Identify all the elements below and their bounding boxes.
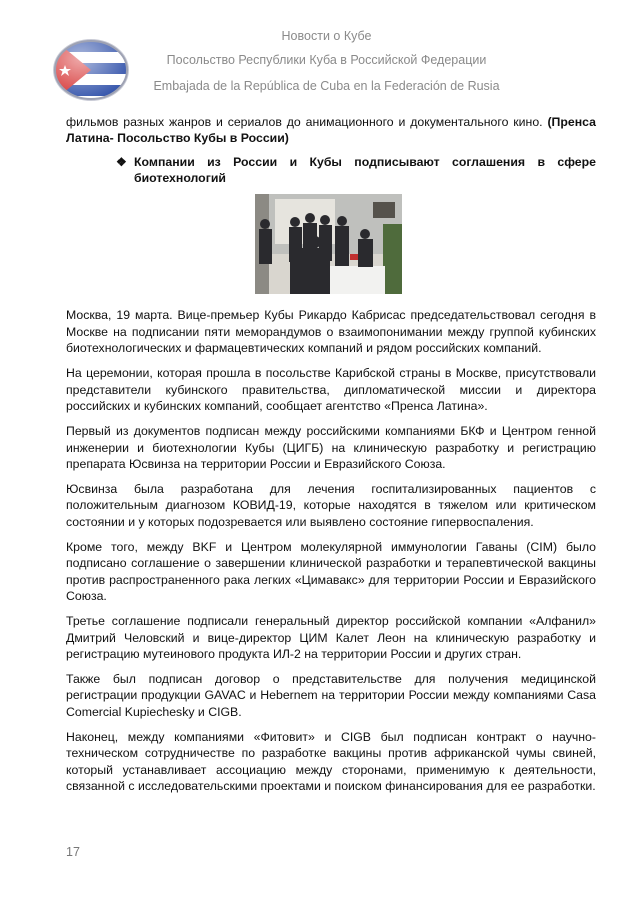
intro-text: фильмов разных жанров и сериалов до анимационного и документального кино. <box>66 115 543 129</box>
paragraph: Также был подписан договор о представительстве для получения медицинской регистрации продукции GAVAC и Hebernem на территории России между компаниями Casa Comercial Kupiechesky и CIGB. <box>66 672 596 719</box>
header-embassy-es: Embajada de la República de Cuba en la Federación de Rusia <box>153 79 500 93</box>
paragraph: Юсвинза была разработана для лечения госпитализированных пациентов с положительным диагнозом КОВИД-19, которые находятся в тяжелом или критическом состоянии и у которых подозревается или выявлено состояние гипервоспаления. <box>66 482 596 529</box>
paragraph: Кроме того, между BKF и Центром молекулярной иммунологии Гаваны (CIM) было подписано соглашение о завершении клинической разработки и терапевтической вакцины против распространенного рака легких «Цимавакс» для территории России и Евразийского Союза. <box>66 540 596 603</box>
paragraph: Первый из документов подписан между российскими компаниями БКФ и Центром генной инженерии и биотехнологии Кубы (ЦИГБ) на клиническую разработку и регистрацию препарата Юсвинза на территории России и Евразийского Союза. <box>66 424 596 471</box>
intro-paragraph <box>66 114 596 147</box>
intro-source: (Пренса Латина- Посольство Кубы в России) <box>66 115 596 146</box>
cuba-flag-globe-icon <box>51 37 131 103</box>
page-header <box>0 0 643 110</box>
signing-ceremony-photo <box>255 194 402 294</box>
paragraph: На церемонии, которая прошла в посольстве Карибской страны в Москве, присутствовали представители кубинского правительства, дипломатической миссии и директора российских и кубинских компаний, сообщает агентство «Пренса Латина». <box>66 366 596 413</box>
headline-text: Компании из России и Кубы подписывают соглашения в сфере биотехнологий <box>134 154 596 185</box>
article-headline <box>116 154 596 187</box>
paragraph: Наконец, между компаниями «Фитовит» и CIGB был подписан контракт о научно-техническом сотрудничестве по разработке вакцины против африканской чумы свиней, который устанавливает ассоциацию между сторонами, применимую к деятельности, связанной с исследовательскими проектами и поиском финансирования для ее разработки. <box>66 730 596 793</box>
header-title: Новости о Кубе <box>281 29 372 43</box>
paragraph: Третье соглашение подписали генеральный директор российской компании «Алфанил» Дмитрий Человский и вице-директор ЦИМ Калет Леон на клиническую разработку и регистрацию мутеинового продукта ИЛ-2 на территории России и других стран. <box>66 614 596 661</box>
header-embassy-ru: Посольство Республики Куба в Российской Федерации <box>166 53 487 67</box>
page-number: 17 <box>66 845 80 859</box>
paragraph: Москва, 19 марта. Вице-премьер Кубы Рикардо Кабрисас председательствовал сегодня в Москве на подписании пяти меморандумов о взаимопонимании между группой кубинских биотехнологических и фармацевтических компаний и рядом российских компаний. <box>66 308 596 356</box>
diamond-bullet-icon: ❖ <box>116 154 127 169</box>
article-content <box>66 114 596 794</box>
